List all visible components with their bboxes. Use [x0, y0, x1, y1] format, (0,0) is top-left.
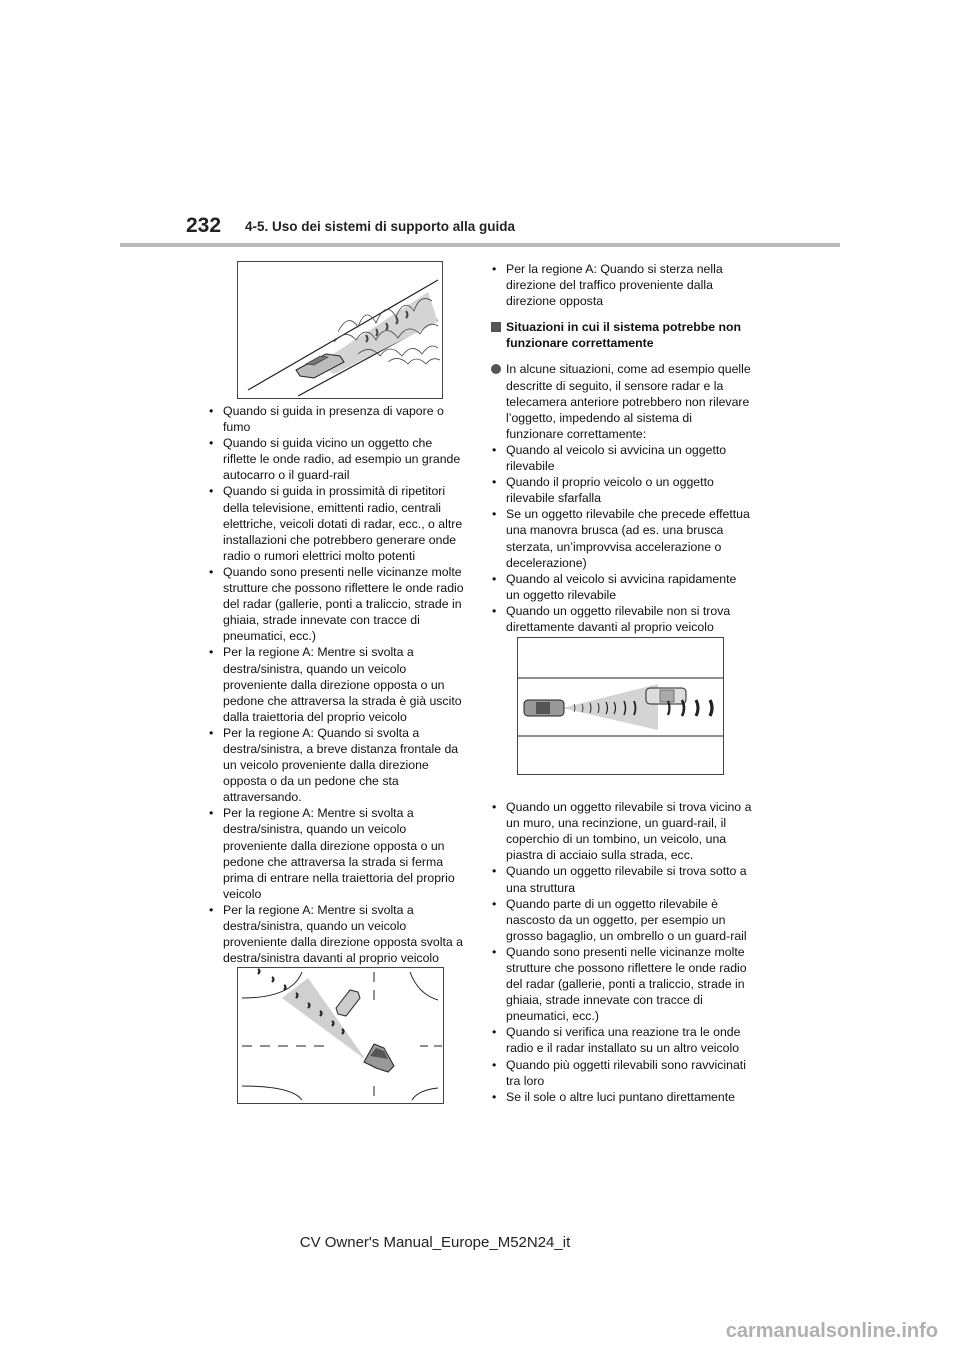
oncoming-car-icon — [336, 990, 360, 1016]
intro-paragraph — [490, 361, 752, 441]
own-car-icon — [364, 1044, 394, 1072]
list-item: • Per la regione A: Quando si sterza nella direzione del traffico proveniente dalla direzione opposta — [490, 261, 752, 309]
list-item: • Quando più oggetti rilevabili sono ravvicinati tra loro — [490, 1057, 752, 1089]
footer-text: CV Owner's Manual_Europe_M52N24_it — [299, 1234, 571, 1251]
list-item: • Per la regione A: Mentre si svolta a destra/sinistra, quando un veicolo proveniente dalla direzione opposta svolta a destra/sinistra davanti al proprio veicolo — [207, 902, 469, 966]
heading-square-icon — [491, 322, 501, 332]
right-bullet-list-bottom — [490, 799, 752, 1105]
list-item: • Per la regione A: Mentre si svolta a destra/sinistra, quando un veicolo proveniente dalla direzione opposta o un pedone che attraversa la strada si ferma prima di entrare nella traiettoria del proprio veicolo — [207, 805, 469, 902]
list-item: • Quando il proprio veicolo o un oggetto rilevabile sfarfalla — [490, 474, 752, 506]
list-item: • Se un oggetto rilevabile che precede effettua una manovra brusca (ad es. una brusca sterzata, un’improvvisa accelerazione o decelerazione) — [490, 506, 752, 570]
list-item: • Quando sono presenti nelle vicinanze molte strutture che possono riflettere le onde radio del radar (gallerie, ponti a traliccio, strade in ghiaia, strade innevate con tracce di pneumatici, ecc.) — [490, 944, 752, 1024]
header-rule — [120, 243, 840, 247]
list-item: • Quando sono presenti nelle vicinanze molte strutture che possono riflettere le onde radio del radar (gallerie, ponti a traliccio, strade in ghiaia, strade innevate con tracce di pneumatici, ecc.) — [207, 564, 469, 644]
watermark: carmanualsonline.info — [725, 1320, 938, 1342]
detected-car-icon — [646, 688, 686, 704]
list-item: • Per la regione A: Quando si svolta a destra/sinistra, a breve distanza frontale da un veicolo proveniente dalla direzione opposta o da un pedone che sta attraversando. — [207, 725, 469, 805]
list-item: • Quando si guida in prossimità di ripetitori della televisione, emittenti radio, centrali elettriche, veicoli dotati di radar, ecc., o altre installazioni che potrebbero generare onde radio o rumori elettrici molto potenti — [207, 483, 469, 563]
intersection-scene-svg — [238, 968, 443, 1103]
approaching-scene-svg — [518, 638, 723, 774]
figure-smoke-illustration — [237, 261, 443, 399]
list-item: • Quando un oggetto rilevabile non si trova direttamente davanti al proprio veicolo — [490, 603, 752, 635]
section-title: 4-5. Uso dei sistemi di supporto alla guida — [245, 219, 516, 234]
intro-text: In alcune situazioni, come ad esempio quelle descritte di seguito, il sensore radar e la telecamera anteriore potrebbero non rilevare l’oggetto, impedendo al sistema di funzionare correttamente: — [506, 362, 751, 441]
right-bullet-list-mid — [490, 442, 752, 635]
list-item: • Quando si guida vicino un oggetto che riflette le onde radio, ad esempio un grande autocarro o il guard-rail — [207, 435, 469, 483]
figure-intersection-illustration — [237, 967, 444, 1104]
smoke-scene-svg — [238, 262, 442, 398]
left-bullet-list — [207, 403, 469, 966]
subsection-heading-text: Situazioni in cui il sistema potrebbe non funzionare correttamente — [506, 320, 742, 351]
list-item: • Quando parte di un oggetto rilevabile è nascosto da un oggetto, per esempio un grosso bagaglio, un ombrello o un guard-rail — [490, 896, 752, 944]
list-item: • Quando al veicolo si avvicina rapidamente un oggetto rilevabile — [490, 571, 752, 603]
subsection-heading — [490, 319, 752, 351]
list-item: • Per la regione A: Mentre si svolta a destra/sinistra, quando un veicolo proveniente dalla direzione opposta o un pedone che attraversa la strada è già uscito dalla traiettoria del proprio veicolo — [207, 644, 469, 724]
list-item: • Quando un oggetto rilevabile si trova sotto a una struttura — [490, 863, 752, 895]
list-item: • Quando si guida in presenza di vapore o fumo — [207, 403, 469, 435]
right-bullet-list-top — [490, 261, 752, 309]
list-item: • Se il sole o altre luci puntano direttamente — [490, 1089, 752, 1105]
left-column — [207, 403, 469, 966]
list-item: • Quando si verifica una reazione tra le onde radio e il radar installato su un altro veicolo — [490, 1024, 752, 1056]
list-item: • Quando al veicolo si avvicina un oggetto rilevabile — [490, 442, 752, 474]
list-item: • Quando un oggetto rilevabile si trova vicino a un muro, una recinzione, un guard-rail, il coperchio di un tombino, un veicolo, una piastra di acciaio sulla strada, ecc. — [490, 799, 752, 863]
figure-approaching-vehicle-illustration — [517, 637, 724, 775]
own-car-icon — [524, 700, 564, 716]
circle-bullet-icon — [491, 364, 501, 374]
page-number: 232 — [186, 214, 222, 237]
